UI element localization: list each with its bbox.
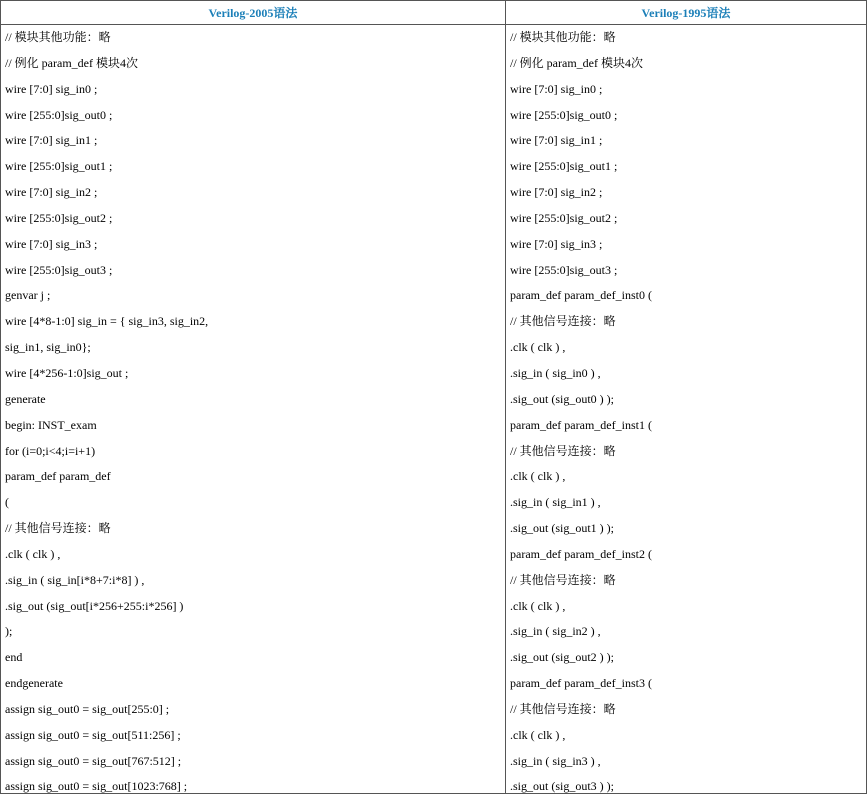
verilog-2005-code-line: wire [7:0] sig_in0 ; [5, 81, 98, 96]
verilog-2005-code-line: wire [7:0] sig_in3 ; [5, 236, 98, 251]
verilog-1995-code-line: wire [7:0] sig_in3 ; [510, 236, 603, 251]
verilog-2005-code-line: // 模块其他功能：略 [5, 30, 111, 44]
table-header-row [1, 1, 866, 25]
verilog-1995-code-line: .clk ( clk ) , [510, 598, 566, 613]
verilog-2005-code-line: sig_in1, sig_in0}; [5, 340, 91, 355]
verilog-2005-code-line: wire [255:0]sig_out1 ; [5, 159, 113, 174]
verilog-2005-code-line: assign sig_out0 = sig_out[1023:768] ; [5, 779, 188, 793]
verilog-2005-code-line: .sig_out (sig_out[i*256+255:i*256] ) [5, 598, 184, 613]
verilog-1995-code-line: param_def param_def_inst1 ( [510, 417, 652, 432]
verilog-2005-code-line: ( [5, 495, 9, 510]
verilog-1995-code-line: wire [255:0]sig_out1 ; [510, 159, 618, 174]
verilog-1995-code-line: wire [255:0]sig_out2 ; [510, 210, 618, 225]
verilog-1995-code-line: // 其他信号连接：略 [510, 701, 616, 716]
verilog-2005-code-line: wire [7:0] sig_in2 ; [5, 185, 98, 200]
verilog-1995-code-line: param_def param_def_inst2 ( [510, 546, 652, 561]
verilog-1995-code-line: .sig_in ( sig_in3 ) , [510, 753, 601, 768]
verilog-2005-code-line: assign sig_out0 = sig_out[511:256] ; [5, 727, 181, 742]
verilog-1995-code-line: // 模块其他功能：略 [510, 30, 616, 44]
verilog-2005-code-line: // 例化 param_def 模块4次 [5, 55, 138, 70]
verilog-2005-code-line: assign sig_out0 = sig_out[255:0] ; [5, 701, 170, 716]
verilog-1995-code-line: wire [7:0] sig_in1 ; [510, 133, 603, 148]
verilog-2005-code-line: genvar j ; [5, 288, 51, 303]
verilog-1995-code-column [506, 25, 866, 793]
verilog-2005-code-line: // 其他信号连接：略 [5, 521, 111, 536]
verilog-2005-code-line: wire [255:0]sig_out0 ; [5, 107, 113, 122]
header-verilog-1995: Verilog-1995语法 [641, 6, 731, 20]
verilog-1995-code-line: wire [7:0] sig_in2 ; [510, 185, 603, 200]
verilog-2005-code-line: wire [255:0]sig_out3 ; [5, 262, 113, 277]
verilog-1995-code-line: // 其他信号连接：略 [510, 443, 616, 458]
verilog-1995-code-line: .sig_in ( sig_in1 ) , [510, 495, 601, 510]
verilog-2005-code-column [1, 25, 506, 793]
verilog-1995-code-line: .sig_in ( sig_in2 ) , [510, 624, 601, 639]
verilog-2005-code-line: wire [7:0] sig_in1 ; [5, 133, 98, 148]
verilog-1995-code-line: // 例化 param_def 模块4次 [510, 55, 643, 70]
verilog-2005-code-line: endgenerate [5, 676, 63, 691]
verilog-1995-code-line: wire [255:0]sig_out3 ; [510, 262, 618, 277]
verilog-2005-code-line: wire [255:0]sig_out2 ; [5, 210, 113, 225]
table-body-row [1, 25, 866, 793]
verilog-1995-code-line: wire [7:0] sig_in0 ; [510, 81, 603, 96]
verilog-1995-code-line: param_def param_def_inst0 ( [510, 288, 652, 303]
verilog-1995-code-line: .clk ( clk ) , [510, 469, 566, 484]
header-verilog-2005: Verilog-2005语法 [1, 1, 506, 24]
verilog-1995-code-line: .sig_out (sig_out1 ) ); [510, 521, 614, 536]
verilog-2005-code-line: wire [4*8-1:0] sig_in = { sig_in3, sig_in2, [5, 314, 209, 329]
verilog-2005-code-line: generate [5, 391, 46, 406]
verilog-1995-code-line: param_def param_def_inst3 ( [510, 676, 652, 691]
verilog-1995-code-line: // 其他信号连接：略 [510, 572, 616, 587]
verilog-2005-code-line: param_def param_def [5, 469, 111, 484]
verilog-1995-code-line: .clk ( clk ) , [510, 340, 566, 355]
verilog-1995-code-line: .sig_out (sig_out2 ) ); [510, 650, 614, 665]
verilog-1995-code-line: wire [255:0]sig_out0 ; [510, 107, 618, 122]
verilog-2005-code-line: wire [4*256-1:0]sig_out ; [5, 365, 129, 380]
verilog-2005-code-line: assign sig_out0 = sig_out[767:512] ; [5, 753, 182, 768]
verilog-1995-code-line: .sig_out (sig_out0 ) ); [510, 391, 614, 406]
verilog-2005-code-line: .clk ( clk ) , [5, 546, 61, 561]
verilog-1995-code-line: .clk ( clk ) , [510, 727, 566, 742]
verilog-2005-code-line: end [5, 650, 23, 665]
verilog-2005-code-line: for (i=0;i<4;i=i+1) [5, 443, 96, 458]
verilog-2005-code-line: .sig_in ( sig_in[i*8+7:i*8] ) , [5, 572, 145, 587]
verilog-1995-code-line: .sig_out (sig_out3 ) ); [510, 779, 614, 793]
verilog-1995-code-line: // 其他信号连接：略 [510, 314, 616, 329]
verilog-2005-code-line: begin: INST_exam [5, 417, 97, 432]
verilog-1995-code-line: .sig_in ( sig_in0 ) , [510, 365, 601, 380]
verilog-2005-code-line: ); [5, 624, 13, 639]
